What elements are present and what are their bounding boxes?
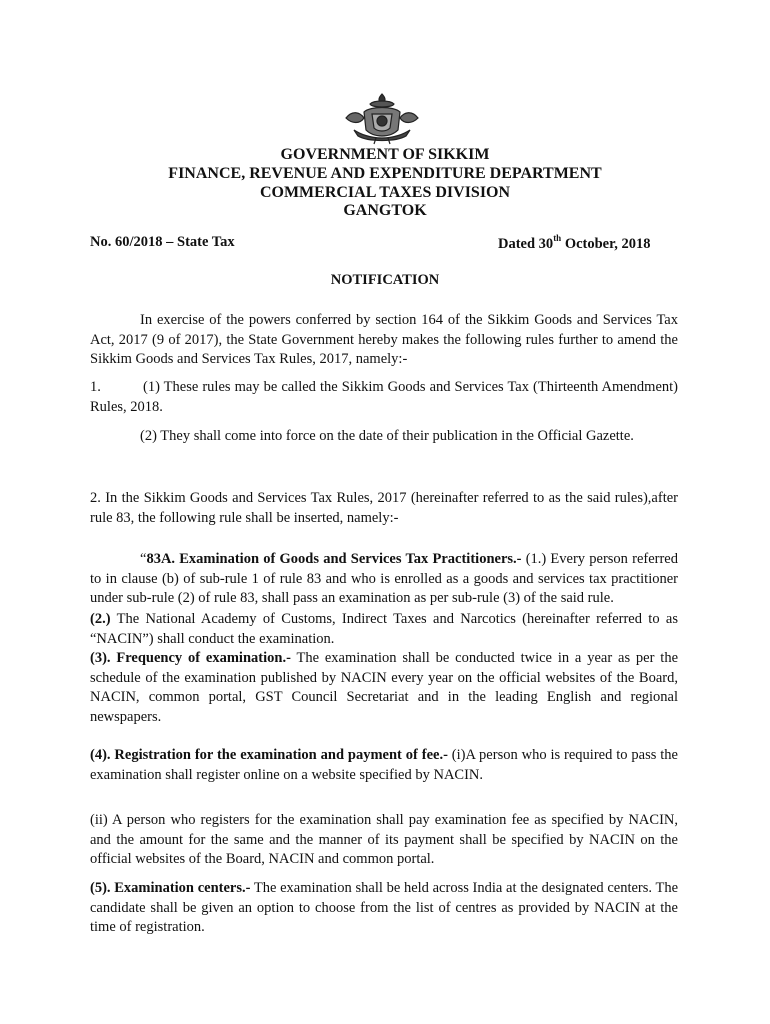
sub-rule-3-heading: (3). Frequency of examination.- — [90, 650, 291, 666]
rule-83a-text: (1.) Every person referred to in clause (b) of sub-rule 1 of rule 83 and who is enrolled as a goods and services tax practitioner under sub-rule (2) of rule 83, shall pass an examination as per sub-rule (3) of the said rule. — [90, 551, 678, 606]
notification-title: NOTIFICATION — [330, 272, 440, 288]
paragraph-item-2 — [90, 489, 678, 528]
paragraph-item-1 — [90, 378, 678, 417]
sub-rule-4-text: (i)A person who is required to pass the examination shall register online on a website specified by NACIN. — [90, 747, 678, 783]
sub-rule-5-text: The examination shall be held across India at the designated centers. The candidate shall be given an option to choose from the list of centres as provided by NACIN at the time of registration. — [90, 880, 679, 935]
paragraph-sub-rule-5 — [90, 879, 678, 938]
header-division: COMMERCIAL TAXES DIVISION — [259, 184, 511, 201]
paragraph-sub-rule-4 — [90, 746, 678, 785]
item-2-text: 2. In the Sikkim Goods and Services Tax Rules, 2017 (hereinafter referred to as the said rules),after rule 83, the following rule shall be inserted, namely:- — [90, 490, 678, 526]
paragraph-intro — [90, 311, 678, 370]
paragraph-rule-83a — [90, 550, 678, 609]
sub-rule-5-heading: (5). Examination centers.- — [90, 880, 251, 896]
sub-rule-4-heading: (4). Registration for the examination and payment of fee.- — [90, 747, 448, 763]
intro-text: In exercise of the powers conferred by section 164 of the Sikkim Goods and Services Tax Act, 2017 (9 of 2017), the State Government hereby makes the following rules further to amend the Sikkim Goods and Services Tax Rules, 2017, namely:- — [90, 312, 678, 367]
header-government: GOVERNMENT OF SIKKIM — [280, 146, 490, 163]
paragraph-item-1-sub-2 — [90, 427, 678, 447]
notification-number: No. 60/2018 – State Tax — [90, 234, 235, 250]
sub-rule-2-label: (2.) — [90, 611, 111, 627]
paragraph-sub-rule-2 — [90, 610, 678, 649]
date-superscript: th — [553, 233, 562, 243]
header-department: FINANCE, REVENUE AND EXPENDITURE DEPARTMENT — [168, 165, 602, 182]
sub-rule-3-text: The examination shall be conducted twice in a year as per the schedule of the examination published by NACIN every year on the official websites of the Board, NACIN, common portal, GST Council Secretariat and in the leading English and regional newspapers. — [90, 650, 679, 725]
sub-rule-4-ii-text: (ii) A person who registers for the examination shall pay examination fee as specified by NACIN, and the amount for the same and the manner of its payment shall be specified by NACIN on the official websites of the Board, NACIN and common portal. — [90, 812, 678, 867]
paragraph-sub-rule-3 — [90, 649, 678, 727]
item-1-text: (1) These rules may be called the Sikkim Goods and Services Tax (Thirteenth Amendment) Rules, 2018. — [90, 379, 678, 415]
rule-83a-heading: 83A. Examination of Goods and Services Tax Practitioners.- — [146, 551, 522, 567]
item-1-number: 1. — [90, 379, 101, 395]
date-suffix: October, 2018 — [561, 235, 651, 252]
date-prefix: Dated 30 — [498, 235, 554, 252]
notification-date — [498, 234, 650, 253]
paragraph-sub-rule-4-ii — [90, 811, 678, 870]
rule-83a-open-quote: “ — [140, 551, 147, 567]
item-1-sub-2-text: (2) They shall come into force on the date of their publication in the Official Gazette. — [140, 428, 634, 444]
state-emblem-icon — [340, 90, 424, 146]
sub-rule-2-text: The National Academy of Customs, Indirect Taxes and Narcotics (hereinafter referred to as “NACIN”) shall conduct the examination. — [90, 611, 678, 647]
header-city: GANGTOK — [343, 202, 427, 219]
